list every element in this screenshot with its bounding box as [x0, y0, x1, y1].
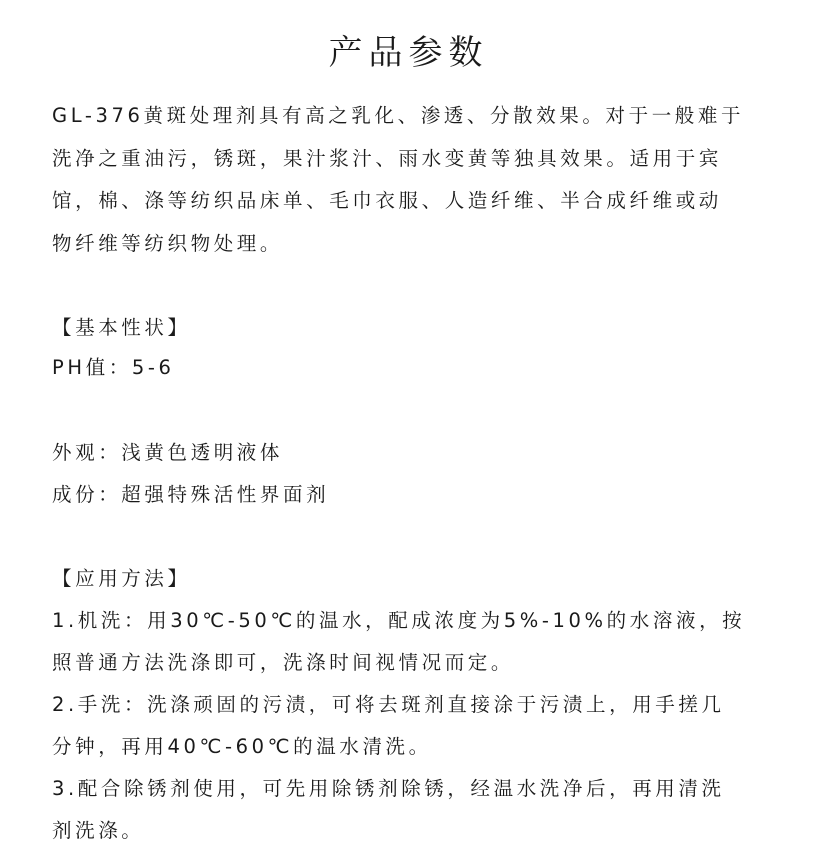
properties-heading: 【基本性状】 — [52, 316, 191, 339]
page-title: 产品参数 — [328, 32, 489, 73]
usage-line: 剂洗涤。 — [52, 819, 145, 842]
ph-value: PH值：5-6 — [52, 356, 175, 379]
intro-line: 洗净之重油污，锈斑，果汁浆汁、雨水变黄等独具效果。适用于宾 — [52, 147, 722, 170]
usage-line: 1.机洗：用30℃-50℃的温水，配成浓度为5%-10%的水溶液，按 — [52, 609, 746, 632]
intro-line: GL-376黄斑处理剂具有高之乳化、渗透、分散效果。对于一般难于 — [52, 104, 745, 127]
usage-line: 照普通方法洗涤即可，洗涤时间视情况而定。 — [52, 651, 515, 674]
intro-line: 物纤维等纺织物处理。 — [52, 232, 284, 255]
usage-heading: 【应用方法】 — [52, 567, 191, 590]
usage-line: 分钟，再用40℃-60℃的温水清洗。 — [52, 735, 432, 758]
appearance-value: 外观：浅黄色透明液体 — [52, 441, 284, 464]
usage-line: 3.配合除锈剂使用，可先用除锈剂除锈，经温水洗净后，再用清洗 — [52, 777, 725, 800]
intro-line: 馆，棉、涤等纺织品床单、毛巾衣服、人造纤维、半合成纤维或动 — [52, 189, 722, 212]
composition-value: 成份：超强特殊活性界面剂 — [52, 483, 330, 506]
usage-line: 2.手洗：洗涤顽固的污渍，可将去斑剂直接涂于污渍上，用手搓几 — [52, 693, 725, 716]
